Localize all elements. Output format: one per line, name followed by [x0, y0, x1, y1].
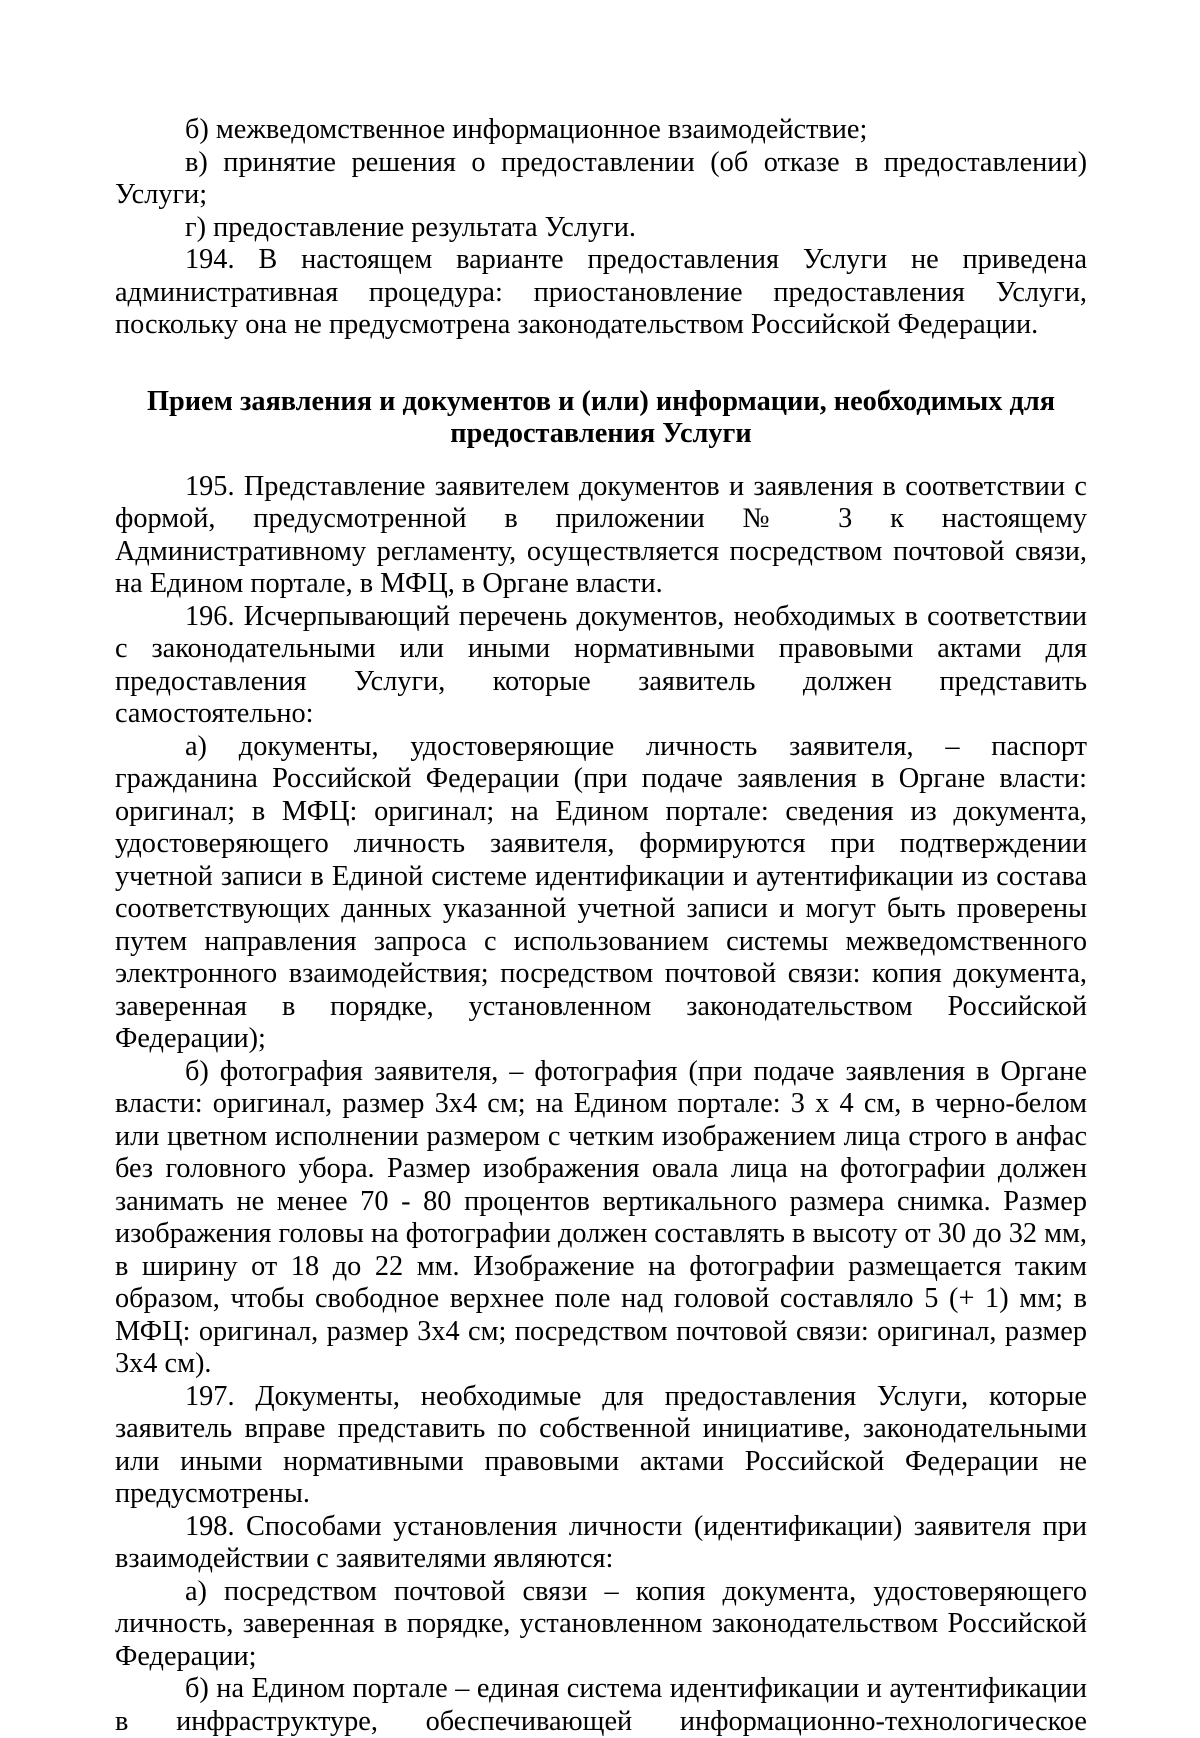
paragraph-196: 196. Исчерпывающий перечень документов, необходимых в соответствии с законодательными или иными нормативными правовыми актами для предоставления Услуги, которые заявитель должен представить самостоятельно: [115, 600, 1087, 729]
paragraph-198-b: б) на Едином портале – единая система идентификации и аутентификации в инфраструктуре, обеспечивающей информационно-технологическое [115, 1673, 1087, 1737]
paragraph-198: 198. Способами установления личности (идентификации) заявителя при взаимодействии с заявителями являются: [115, 1510, 1087, 1574]
paragraph-197: 197. Документы, необходимые для предоставления Услуги, которые заявитель вправе представить по собственной инициативе, законодательными или иными нормативными правовыми актами Российской Федерации не предусмотрены. [115, 1380, 1087, 1509]
paragraph-item-g: г) предоставление результата Услуги. [185, 211, 636, 243]
paragraph-item-b: б) межведомственное информационное взаимодействие; [185, 114, 868, 145]
paragraph-196-b: б) фотография заявителя, – фотография (при подаче заявления в Органе власти: оригинал, размер 3x4 см; на Едином портале: 3 x 4 см, в черно-белом или цветном исполнении размером с четким изображением лица строго в анфас без головного убора. Размер изображения овала лица на фотографии должен занимать не менее 70 - 80 процентов вертикального размера снимка. Размер изображения головы на фотографии должен составлять в высоту от 30 до 32 мм, в ширину от 18 до 22 мм. Изображение на фотографии размещается таким образом, чтобы свободное верхнее поле над головой составляло 5 (+ 1) мм; в МФЦ: оригинал, размер 3x4 см; посредством почтовой связи: оригинал, размер 3x4 см). [115, 1055, 1087, 1379]
paragraph-item-v: в) принятие решения о предоставлении (об отказе в предоставлении) Услуги; [115, 146, 1087, 210]
paragraph-198-a: а) посредством почтовой связи – копия документа, удостоверяющего личность, заверенная в порядке, установленном законодательством Российской Федерации; [115, 1575, 1087, 1672]
document-body [115, 114, 1087, 1738]
section-heading: Прием заявления и документов и (или) информации, необходимых для предоставления Услуги [146, 385, 1055, 449]
paragraph-196-a: а) документы, удостоверяющие личность заявителя, – паспорт гражданина Российской Федерации (при подаче заявления в Органе власти: оригинал; в МФЦ: оригинал; на Едином портале: сведения из документа, удостоверяющего личность заявителя, формируются при подтверждении учетной записи в Единой системе идентификации и аутентификации из состава соответствующих данных указанной учетной записи и могут быть проверены путем направления запроса с использованием системы межведомственного электронного взаимодействия; посредством почтовой связи: копия документа, заверенная в порядке, установленном законодательством Российской Федерации); [115, 730, 1087, 1054]
paragraph-194: 194. В настоящем варианте предоставления Услуги не приведена административная процедура: приостановление предоставления Услуги, поскольку она не предусмотрена законодательством Российской Федерации. [115, 244, 1087, 340]
paragraph-195: 195. Представление заявителем документов и заявления в соответствии с формой, предусмотренной в приложении № 3 к настоящему Административному регламенту, осуществляется посредством почтовой связи, на Едином портале, в МФЦ, в Органе власти. [115, 470, 1087, 599]
